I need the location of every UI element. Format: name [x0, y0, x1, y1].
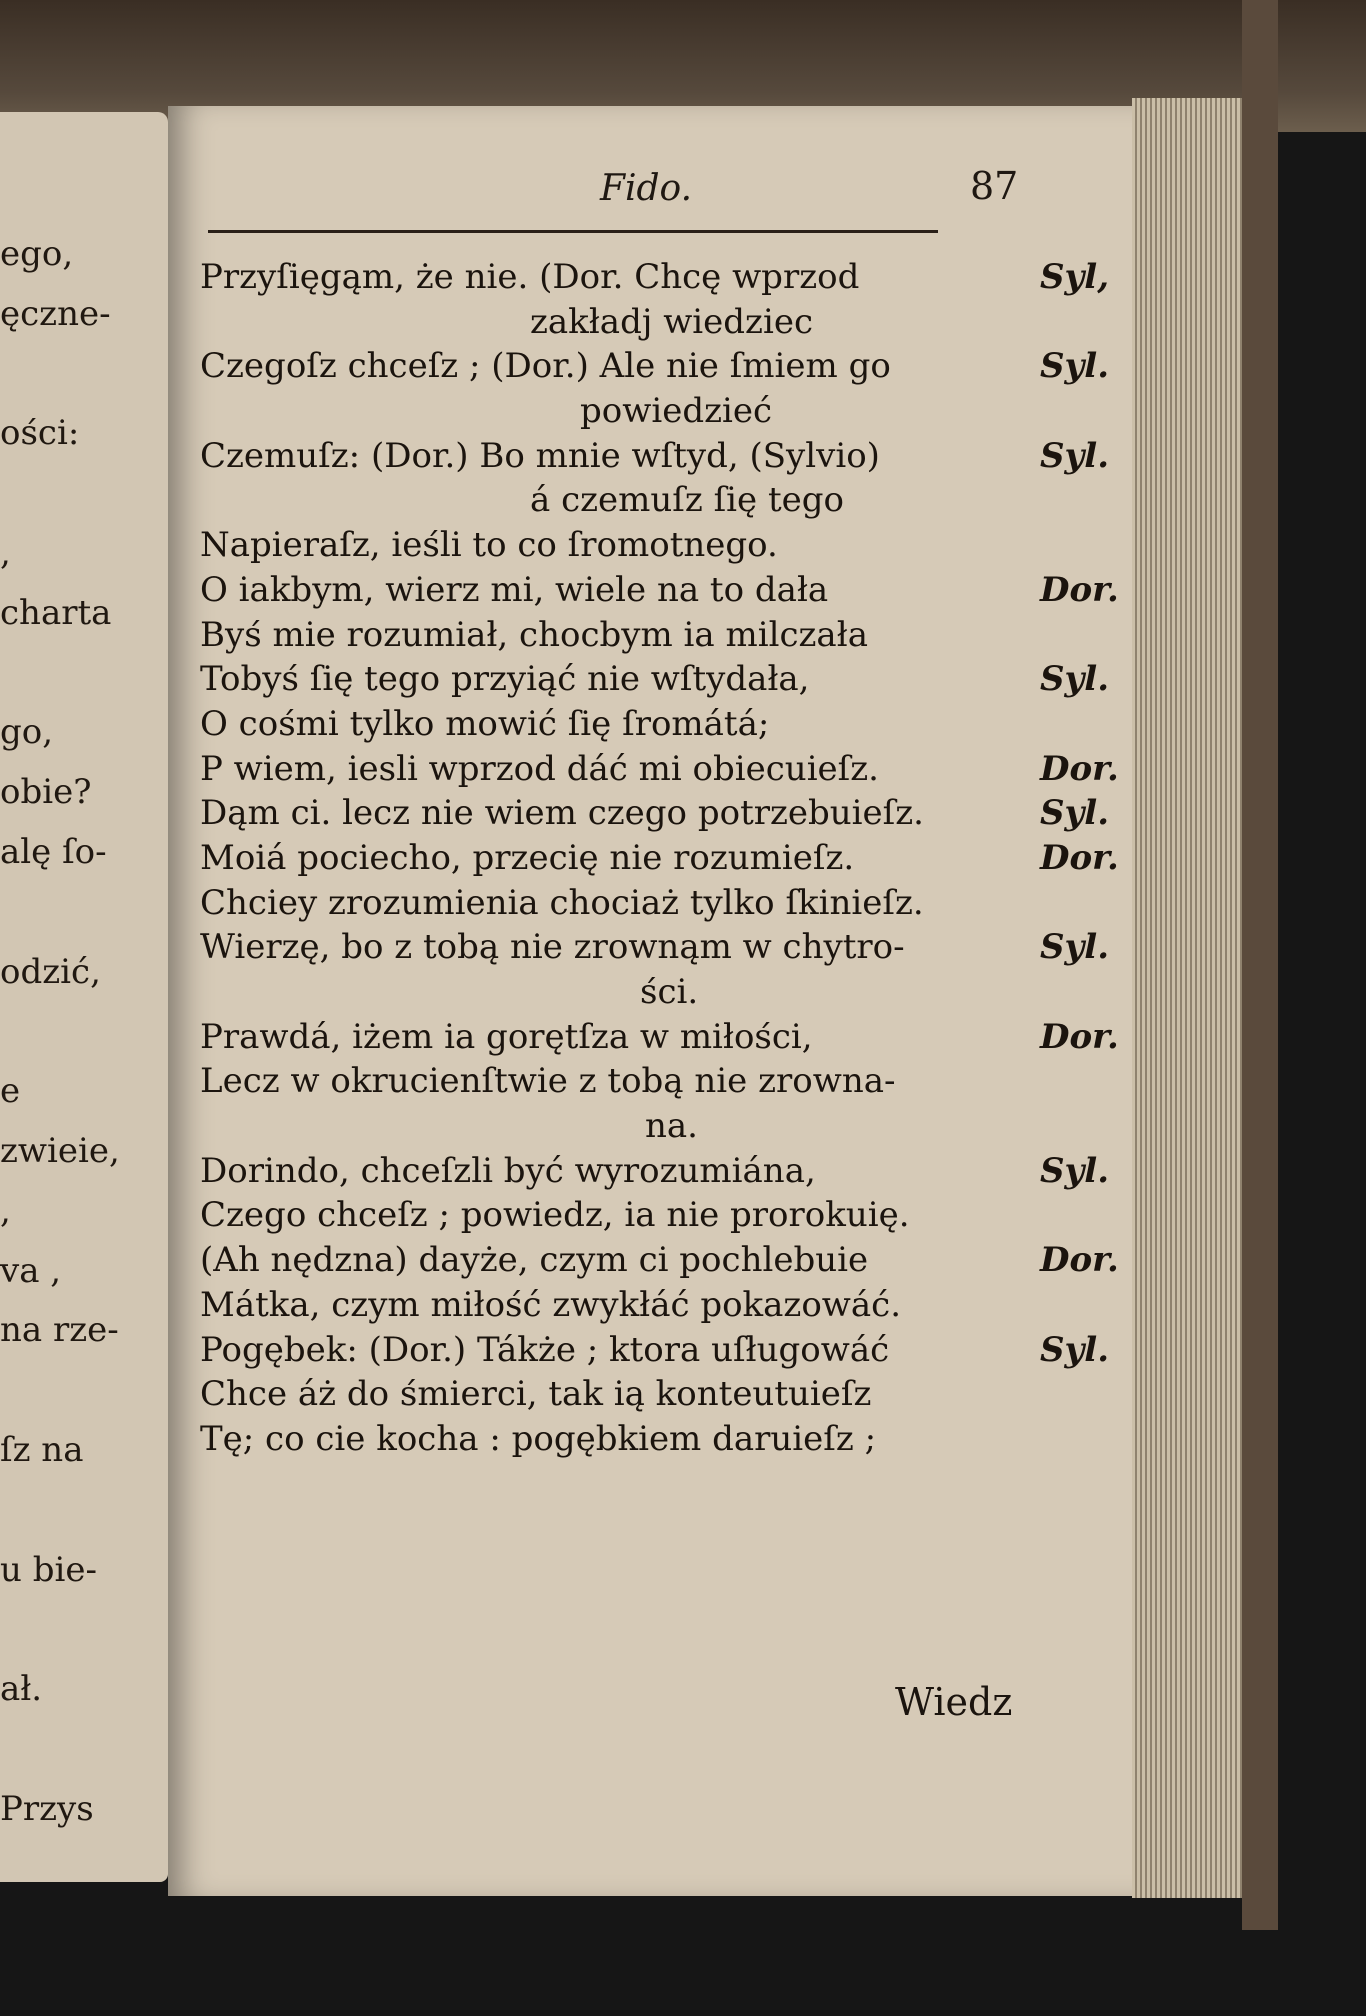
verse-text: Czego chceſz ; powiedz, ia nie prorokuię.: [200, 1195, 910, 1236]
verse-text: Chce áż do śmierci, tak ią konteutuieſz: [200, 1374, 872, 1415]
verse-text: powiedzieć: [580, 391, 773, 432]
verse-text: P wiem, iesli wprzod dáć mi obiecuieſz.: [200, 748, 879, 789]
left-line: alę ſo-: [0, 831, 107, 872]
left-line: ęczne-: [0, 293, 111, 334]
speaker-label: Syl.: [1040, 1329, 1110, 1370]
left-line: ego,: [0, 234, 74, 274]
left-line: ſz na: [0, 1429, 84, 1470]
speaker-label: Syl.: [1040, 1150, 1110, 1191]
left-line: obie?: [0, 772, 92, 813]
left-line: odzić,: [0, 951, 101, 992]
speaker-label: Syl.: [1040, 659, 1110, 700]
left-line: [0, 644, 165, 704]
left-line: charta: [0, 592, 112, 633]
verse-text: Moiá pociecho, przecię nie rozumieſz.: [200, 837, 855, 878]
header-rule: [208, 230, 938, 237]
speaker-label: Syl.: [1040, 793, 1110, 834]
verse-text: Czemuſz: (Dor.) Bo mnie wſtyd, (Sylvio): [200, 435, 880, 476]
speaker-label: Dor.: [1040, 748, 1119, 789]
left-line: [0, 1361, 165, 1421]
left-page-text: [0, 225, 165, 1840]
verse-text: Lecz w okrucienſtwie z tobą nie zrowna-: [200, 1061, 896, 1102]
left-line: Przys: [0, 1788, 94, 1829]
verse-text: zakładj wiedziec: [530, 301, 814, 342]
speaker-label: Syl,: [1040, 257, 1110, 297]
speaker-label: Dor.: [1040, 1240, 1119, 1281]
running-header: Fido.: [600, 168, 693, 209]
verse-text: Tobyś ſię tego przyiąć nie wſtydała,: [200, 659, 810, 700]
left-line: va ,: [0, 1250, 62, 1291]
page-edges: [1132, 98, 1242, 1898]
left-line: ości:: [0, 413, 80, 454]
verse-text: na.: [645, 1106, 698, 1147]
left-line: [0, 464, 165, 524]
verse-text: ści.: [640, 972, 699, 1012]
verse-text: O iakbym, wierz mi, wiele na to dała: [200, 569, 829, 610]
left-line: go,: [0, 712, 54, 753]
verse-text: Pogębek: (Dor.) Tákże ; ktora uſługowáć: [200, 1329, 890, 1370]
verse-text: Chciey zrozumienia chociaż tylko ſkinieſz.: [200, 882, 924, 923]
verse-text: Byś mie rozumiał, chocbym ia milczała: [200, 614, 868, 655]
catchword: Wiedz: [895, 1680, 1013, 1724]
speaker-label: Dor.: [1040, 837, 1119, 878]
verse-text: (Ah nędzna) dayże, czym ci pochlebuie: [200, 1240, 869, 1281]
verse-text: Dorindo, chceſzli być wyrozumiána,: [200, 1150, 816, 1191]
left-line: [0, 1600, 165, 1660]
left-line: [0, 883, 165, 943]
left-line: [0, 1720, 165, 1780]
speaker-label: Dor.: [1040, 1016, 1119, 1057]
speaker-label: Syl.: [1040, 435, 1110, 476]
verse-text: Prawdá, iżem ia gorętſza w miłości,: [200, 1016, 813, 1057]
left-line: na rze-: [0, 1310, 119, 1351]
verse-text: Napieraſz, ieśli to co ſromotnego.: [200, 525, 778, 566]
left-line: [0, 345, 165, 405]
left-line: ał.: [0, 1669, 43, 1710]
left-line: u bie-: [0, 1549, 97, 1590]
verse-text: O cośmi tylko mowić ſię ſromátá;: [200, 703, 770, 744]
speaker-label: Syl.: [1040, 927, 1110, 968]
verse-text: á czemuſz ſię tego: [530, 480, 845, 521]
left-line: [0, 1002, 165, 1062]
page-number: 87: [970, 164, 1019, 208]
left-line: e: [0, 1071, 21, 1112]
verse-text: Czegoſz chceſz ; (Dor.) Ale nie ſmiem go: [200, 346, 891, 387]
left-line: [0, 1481, 165, 1541]
verse-text: Wierzę, bo z tobą nie zrownąm w chytro-: [200, 927, 905, 968]
verse-text: Przyſięgąm, że nie. (Dor. Chcę wprzod: [200, 257, 860, 297]
verse-text: Mátka, czym miłość zwykłáć pokazowáć.: [200, 1284, 902, 1325]
left-line: ,: [0, 1190, 11, 1231]
verse-text: Dąm ci. lecz nie wiem czego potrzebuieſz.: [200, 793, 924, 834]
speaker-label: Syl.: [1040, 346, 1110, 387]
verse-text: Tę; co cie kocha : pogębkiem daruieſz ;: [200, 1418, 877, 1459]
speaker-label: Dor.: [1040, 569, 1119, 610]
left-line: zwieie,: [0, 1130, 120, 1171]
left-line: ,: [0, 532, 11, 573]
cover-edge: [1242, 0, 1278, 1930]
